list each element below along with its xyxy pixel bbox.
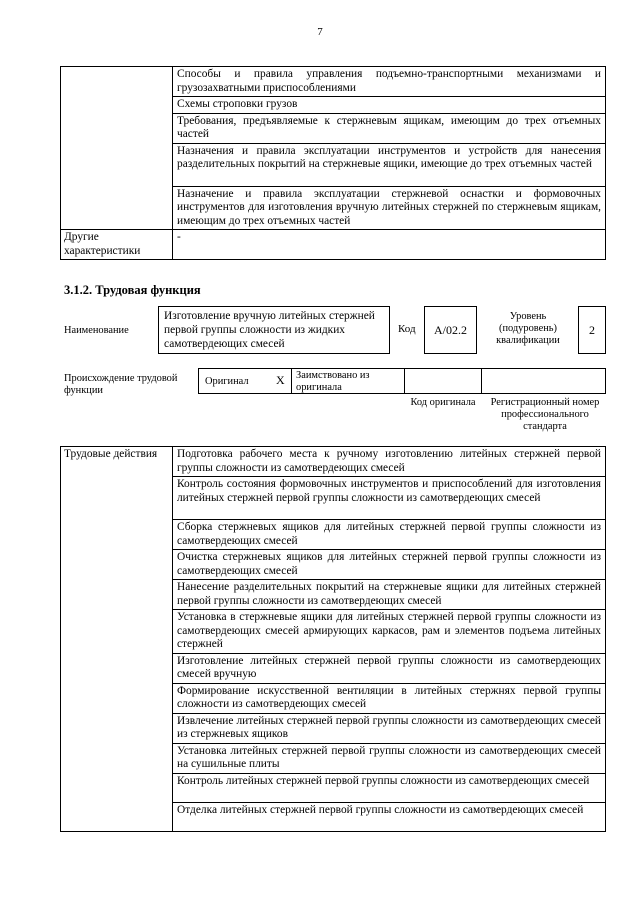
knowledge-item: Требования, предъявляемые к стержневым ящикам, имеющим до трех отъемных частей	[173, 113, 606, 143]
origin-label: Происхождение трудовой функции	[64, 373, 178, 396]
origin-divider	[291, 368, 292, 394]
action-item: Очистка стержневых ящиков для литейных стержней первой группы сложности из самотвердеющих смесей	[173, 550, 606, 580]
level-label: Уровень (подуровень) квалификации	[496, 311, 560, 346]
action-item: Подготовка рабочего места к ручному изготовлению литейных стержней первой группы сложности из самотвердеющих смесей	[173, 447, 606, 477]
code-original-caption: Код оригинала	[410, 397, 476, 408]
action-item: Формирование искусственной вентиляции в литейных стержнях первой группы сложности из самотвердеющих смесей	[173, 683, 606, 713]
page-number: 7	[317, 26, 323, 38]
knowledge-item: Способы и правила управления подъемно-транспортными механизмами и грузозахватными приспособлениями	[173, 67, 606, 97]
action-item: Отделка литейных стержней первой группы сложности из самотвердеющих смесей	[173, 802, 606, 831]
actions-table	[60, 446, 606, 832]
action-item: Установка в стержневые ящики для литейных стержней первой группы сложности из самотвердеющих смесей армирующих каркасов, рам и элементов подъема литейных стержней	[173, 610, 606, 654]
code-label: Код	[398, 323, 416, 335]
action-item: Контроль литейных стержней первой группы сложности из самотвердеющих смесей	[173, 773, 606, 802]
name-label: Наименование	[64, 325, 129, 336]
origin-divider	[481, 368, 482, 394]
knowledge-item: Назначение и правила эксплуатации стержневой оснастки и формовочных инструментов для изготовления вручную литейных стержней по стержневым ящикам, имеющим до трех отъемных частей	[173, 186, 606, 230]
knowledge-item: Назначения и правила эксплуатации инструментов и устройств для нанесения разделительных покрытий на стержневые ящики, имеющие до трех отъемных частей	[173, 143, 606, 186]
action-item: Изготовление литейных стержней первой группы сложности из самотвердеющих смесей вручную	[173, 653, 606, 683]
borrowed-label: Заимствовано из оригинала	[296, 370, 370, 393]
function-name-box: Изготовление вручную литейных стержней первой группы сложности из жидких самотвердеющих смесей	[158, 306, 390, 354]
reg-number-caption: Регистрационный номер профессионального стандарта	[490, 397, 600, 432]
action-item: Установка литейных стержней первой группы сложности из самотвердеющих смесей на сушильные плиты	[173, 743, 606, 773]
knowledge-item: Схемы строповки грузов	[173, 97, 606, 114]
knowledge-table	[60, 66, 606, 260]
origin-table	[198, 368, 606, 394]
action-item: Нанесение разделительных покрытий на стержневые ящики для литейных стержней первой группы сложности из самотвердеющих смесей	[173, 580, 606, 610]
function-code-box: A/02.2	[424, 306, 477, 354]
action-item: Сборка стержневых ящиков для литейных стержней первой группы сложности из самотвердеющих смесей	[173, 520, 606, 550]
origin-divider	[404, 368, 405, 394]
other-characteristics-value: -	[173, 230, 606, 260]
actions-label: Трудовые действия	[61, 447, 173, 832]
original-label: Оригинал	[205, 376, 249, 387]
section-title: 3.1.2. Трудовая функция	[64, 283, 201, 297]
other-characteristics-label: Другие характеристики	[61, 230, 173, 260]
knowledge-label-cell	[61, 67, 173, 230]
action-item: Контроль состояния формовочных инструментов и приспособлений для изготовления литейных стержней первой группы сложности из самотвердеющих смесей	[173, 477, 606, 520]
action-item: Извлечение литейных стержней первой группы сложности из самотвердеющих смесей из стержневых ящиков	[173, 713, 606, 743]
level-value-box: 2	[578, 306, 606, 354]
original-mark: X	[276, 373, 285, 387]
